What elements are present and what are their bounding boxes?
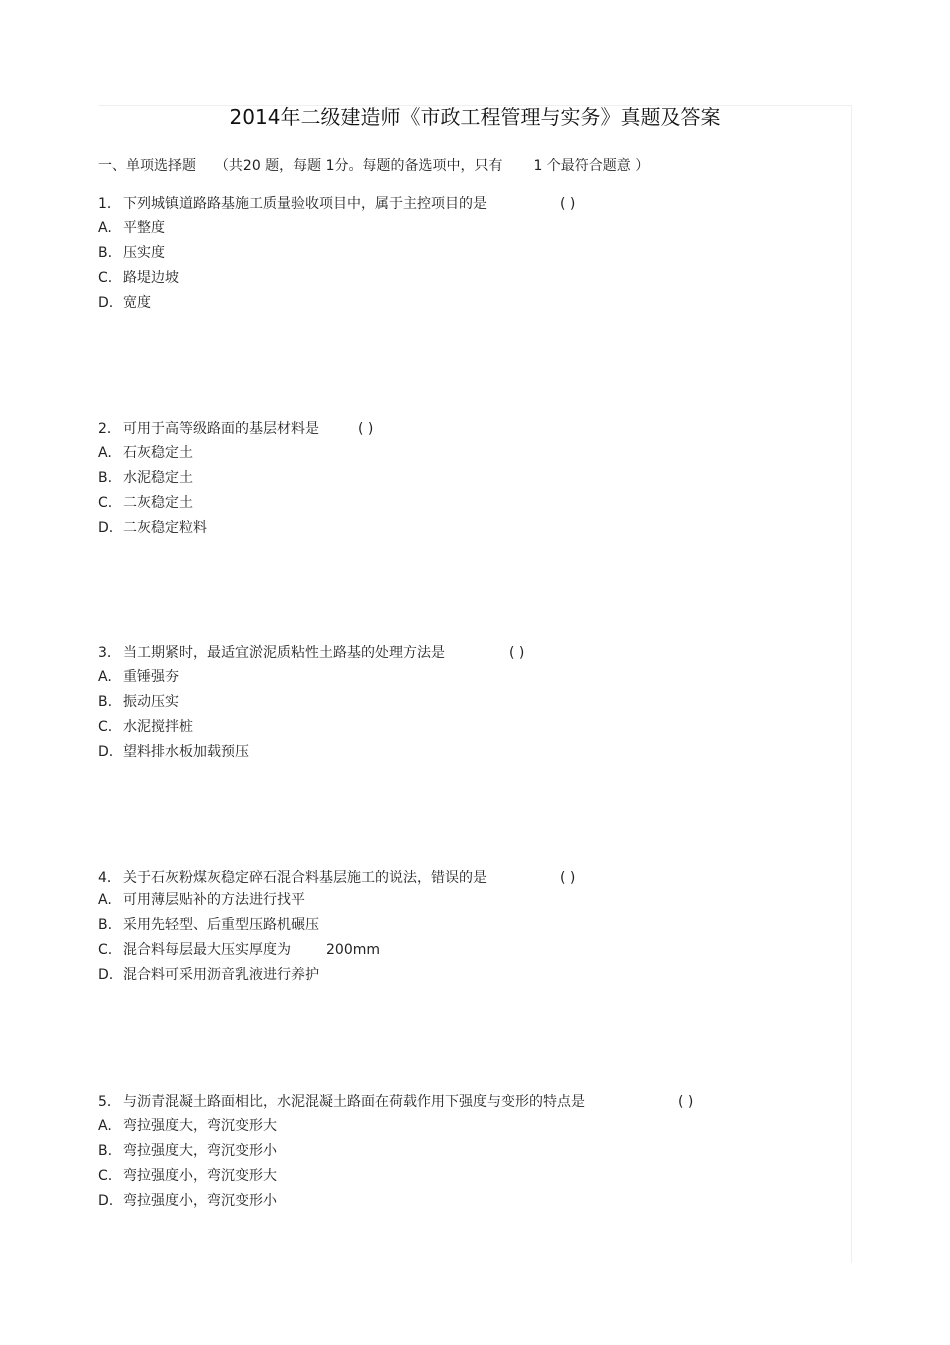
option-letter: C. [98,270,113,286]
question-text: 下列城镇道路路基施工质量验收项目中，属于主控项目的是 [123,196,487,212]
question-number: 2． [98,421,121,437]
option-letter: A. [98,220,112,236]
option-d [98,291,798,316]
option-c [98,266,798,291]
option-d [98,963,798,988]
option-letter: D. [98,1193,114,1209]
section-heading [98,156,649,176]
option-letter: D. [98,967,114,983]
option-letter: B. [98,245,113,261]
question-stem [98,868,798,888]
option-text: 平整度 [123,220,165,236]
option-letter: B. [98,694,113,710]
option-c [98,491,798,516]
option-b [98,913,798,938]
option-a [98,441,798,466]
option-c [98,1164,798,1189]
option-d [98,516,798,541]
option-letter: C. [98,719,113,735]
page-title: 2014年二级建造师《市政工程管理与实务》真题及答案 [229,105,721,129]
option-text: 二灰稳定土 [123,495,193,511]
option-letter: A. [98,1118,112,1134]
question-4 [98,868,798,988]
question-text: 可用于高等级路面的基层材料是 [123,421,319,437]
option-text: 压实度 [123,245,165,261]
option-text: 采用先轻型、后重型压路机碾压 [123,917,319,933]
question-number: 5． [98,1094,121,1110]
option-b [98,466,798,491]
question-stem [98,194,798,214]
option-text: 弯拉强度大，弯沉变形大 [123,1118,277,1134]
option-letter: B. [98,917,113,933]
question-2 [98,419,798,541]
question-3 [98,643,798,765]
option-letter: A. [98,445,112,461]
option-text: 石灰稳定土 [123,445,193,461]
option-b [98,241,798,266]
option-a [98,216,798,241]
option-a [98,1114,798,1139]
option-d [98,1189,798,1214]
option-text: 弯拉强度小，弯沉变形大 [123,1168,277,1184]
option-letter: D. [98,744,114,760]
question-text: 当工期紧时，最适宜淤泥质粘性土路基的处理方法是 [123,645,445,661]
option-letter: D. [98,520,114,536]
section-detail-b: 1 个最符合题意 ） [533,158,650,174]
question-text: 与沥青混凝土路面相比，水泥混凝土路面在荷载作用下强度与变形的特点是 [123,1094,585,1110]
question-number: 4． [98,870,121,886]
option-letter: C. [98,495,113,511]
option-text: 混合料每层最大压实厚度为 [123,942,291,958]
option-a [98,665,798,690]
option-text: 弯拉强度大，弯沉变形小 [123,1143,277,1159]
section-prefix: 一、单项选择题 [98,158,196,174]
option-text: 可用薄层贴补的方法进行找平 [123,892,305,908]
option-letter: B. [98,470,113,486]
question-number: 1． [98,196,121,212]
option-text: 重锤强夯 [123,669,179,685]
question-5 [98,1092,798,1214]
option-text: 弯拉强度小，弯沉变形小 [123,1193,277,1209]
option-letter: A. [98,892,112,908]
option-value: 200mm [326,942,380,958]
option-text: 路堤边坡 [123,270,179,286]
option-c [98,715,798,740]
option-letter: A. [98,669,112,685]
question-stem [98,643,798,663]
option-text: 宽度 [123,295,151,311]
question-stem [98,419,798,439]
answer-blank: ( ) [358,421,374,437]
option-letter: C. [98,942,113,958]
answer-blank: ( ) [560,870,576,886]
answer-blank: ( ) [678,1094,694,1110]
option-letter: C. [98,1168,113,1184]
option-text: 二灰稳定粒料 [123,520,207,536]
option-c [98,938,798,963]
right-divider [851,105,852,1263]
answer-blank: ( ) [560,196,576,212]
option-text: 振动压实 [123,694,179,710]
question-stem [98,1092,798,1112]
option-b [98,690,798,715]
option-text: 水泥稳定土 [123,470,193,486]
option-text: 望料排水板加载预压 [123,744,249,760]
question-text: 关于石灰粉煤灰稳定碎石混合料基层施工的说法，错误的是 [123,870,487,886]
option-b [98,1139,798,1164]
option-text: 水泥搅拌桩 [123,719,193,735]
section-detail-a: （共20 题，每题 1分。每题的备选项中，只有 [214,158,503,174]
question-number: 3． [98,645,121,661]
option-letter: D. [98,295,114,311]
option-d [98,740,798,765]
option-letter: B. [98,1143,113,1159]
question-1 [98,194,798,316]
option-a [98,888,798,913]
answer-blank: ( ) [509,645,525,661]
option-text: 混合料可采用沥音乳液进行养护 [123,967,319,983]
